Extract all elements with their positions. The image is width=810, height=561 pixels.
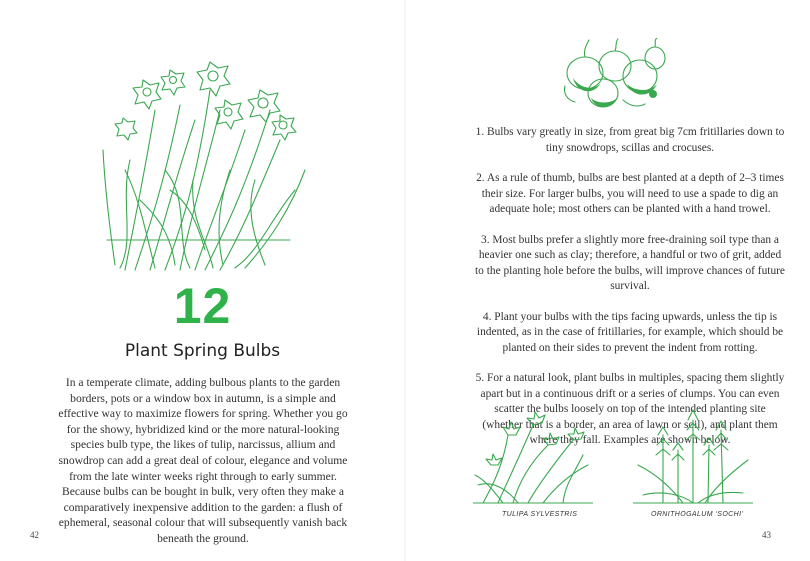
page-number-right: 43: [762, 530, 771, 540]
chapter-title: Plant Spring Bulbs: [124, 341, 281, 361]
intro-paragraph: In a temperate climate, adding bulbous plants to the garden borders, pots or a window box in autumn, is a simple and effective way to maximize flowers for spring. Whether you go for the showy, hybridized kind or the more natural-looking species bulb type, the likes of tulip, narcissus, allium and snowdrop can add a great deal of colour, elegance and volume from the late winter weeks right through to early summer. Because bulbs can be bought in bulk, very often they make a comparatively inexpensive addition to the garden: a flush of ephemeral, seasonal colour that will subsequently vanish back beneath the ground.: [58, 376, 348, 545]
step-4: 4. Plant your bulbs with the tips facing upwards, unless the tip is indented, as in the case of fritillaries, for example, which should be planted on their sides to prevent the indent from rotting.: [476, 310, 784, 354]
step-1: 1. Bulbs vary greatly in size, from great big 7cm fritillaries down to tiny snowdrops, scillas and crocuses.: [475, 126, 785, 154]
step-5: 5. For a natural look, plant bulbs in multiples, spacing them slightly apart but in a continuous drift or a series of clumps. You can even scatter the bulbs loosely on top of the intended planting site (whether that is a border, an area of lawn or soil), and plant them where they fall. Examples are shown below.: [475, 372, 785, 446]
bulbs-illustration: [555, 38, 670, 113]
daffodil-illustration: [95, 50, 315, 275]
caption-tulipa: TULIPA SYLVESTRIS: [502, 511, 578, 518]
step-3: 3. Most bulbs prefer a slightly more free-draining soil type than a heavier one such as clay; therefore, a handful or two of grit, added to the planting hole before the bulbs, will improve chances of future survival.: [475, 233, 785, 292]
step-2: 2. As a rule of thumb, bulbs are best planted at a depth of 2–3 times their size. For larger bulbs, you will need to use a spade to dig an adequate hole; most others can be planted with a hand trowel.: [476, 172, 784, 215]
right-page: [405, 0, 810, 561]
page-number-left: 42: [30, 530, 39, 540]
caption-ornithogalum: ORNITHOGALUM ‘SOCHI’: [651, 511, 744, 518]
tulipa-sylvestris-illustration: [473, 405, 593, 505]
ornithogalum-illustration: [633, 405, 753, 505]
chapter-number: 12: [173, 278, 232, 334]
